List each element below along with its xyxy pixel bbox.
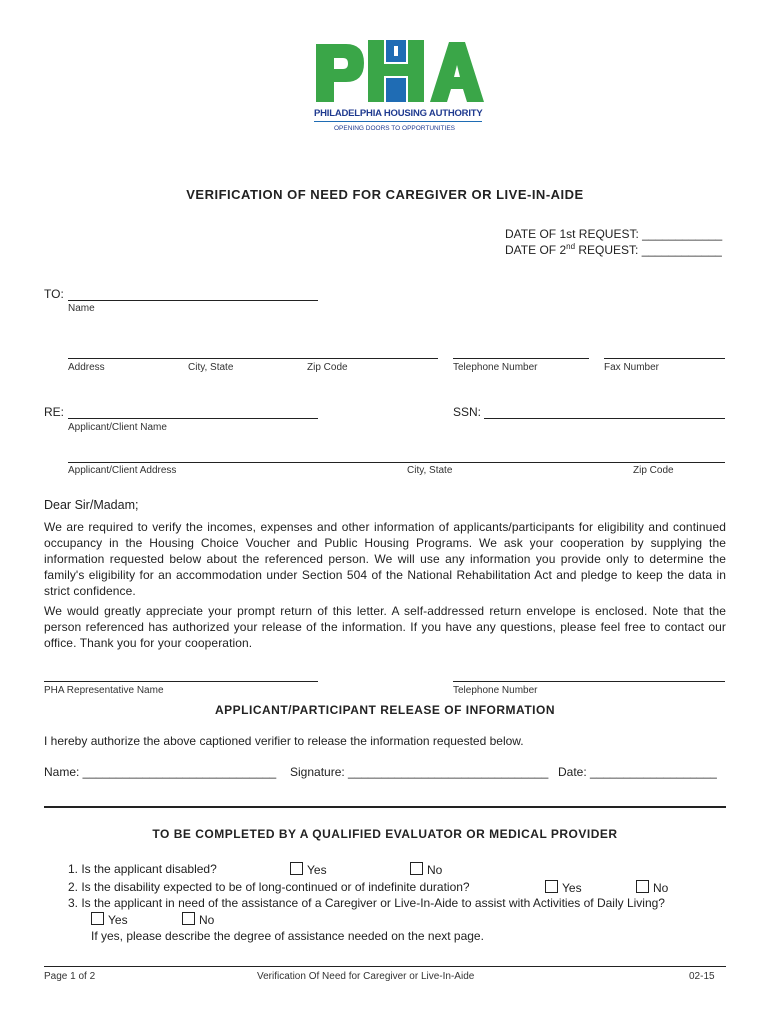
pha-logo-mark	[312, 38, 484, 104]
q1-no-label: No	[427, 863, 443, 877]
q3-followup: If yes, please describe the degree of assistance needed on the next page.	[91, 929, 484, 943]
q1-yes-checkbox[interactable]	[290, 862, 303, 875]
q2-yes-checkbox[interactable]	[545, 880, 558, 893]
org-name: PHILADELPHIA HOUSING AUTHORITY	[314, 108, 483, 119]
to-address-field[interactable]	[68, 358, 438, 359]
pha-rep-telephone-field[interactable]	[453, 681, 725, 682]
q3-no-checkbox[interactable]	[182, 912, 195, 925]
letter-paragraph-2: We would greatly appreciate your prompt return of this letter. A self-addressed return envelope is enclosed. Note that the person referenced has authorized your release of the information. If you have any questions, please feel free to contact our office. Thank you for your cooperation.	[44, 604, 726, 650]
re-client-name-label: Applicant/Client Name	[68, 422, 167, 433]
to-fax-field[interactable]	[604, 358, 725, 359]
ssn-field[interactable]	[484, 418, 725, 419]
date-second-request	[505, 242, 722, 257]
to-zip-label: Zip Code	[307, 362, 348, 373]
question-3: 3. Is the applicant in need of the assistance of a Caregiver or Live-In-Aide to assist with Activities of Daily Living?	[68, 896, 665, 910]
to-name-label: Name	[68, 303, 95, 314]
date-first-request: DATE OF 1st REQUEST: ____________	[505, 227, 723, 241]
footer-page-number: Page 1 of 2	[44, 971, 96, 982]
footer-version: 02-15	[689, 971, 715, 982]
org-tagline: OPENING DOORS TO OPPORTUNITIES	[334, 125, 455, 132]
to-label: TO:	[44, 287, 64, 301]
q1-no-option[interactable]	[410, 862, 442, 877]
q3-no-label: No	[199, 913, 215, 927]
pha-rep-name-field[interactable]	[44, 681, 318, 682]
release-statement: I hereby authorize the above captioned verifier to release the information requested below.	[44, 734, 524, 748]
release-heading: APPLICANT/PARTICIPANT RELEASE OF INFORMATION	[215, 703, 555, 717]
release-signature-field[interactable]: Signature: ______________________________	[290, 765, 549, 779]
q1-yes-option[interactable]	[290, 862, 327, 877]
date-second-sup: nd	[566, 242, 576, 251]
q2-no-label: No	[653, 881, 669, 895]
re-label: RE:	[44, 405, 65, 419]
pha-rep-name-label: PHA Representative Name	[44, 685, 164, 696]
date-second-prefix: DATE OF 2	[505, 243, 567, 257]
q3-no-option[interactable]	[182, 912, 214, 927]
release-date-field[interactable]: Date: ___________________	[558, 765, 717, 779]
re-client-address-field[interactable]	[68, 462, 725, 463]
question-1: 1. Is the applicant disabled?	[68, 862, 217, 876]
re-client-name-field[interactable]	[68, 418, 318, 419]
logo-divider	[314, 121, 482, 122]
letter-paragraph-1: We are required to verify the incomes, expenses and other information of applicants/participants for eligibility and continued occupancy in the Housing Choice Voucher and Public Housing Programs. We ask your cooperation by supplying the information requested below about the referenced person. We will use any information you provide only to determine the family's eligibility for an accommodation under Section 504 of the National Rehabilitation Act and pledge to keep the data in strict confidence.	[44, 520, 726, 598]
re-city-state-label: City, State	[407, 465, 453, 476]
re-zip-label: Zip Code	[633, 465, 674, 476]
q2-no-checkbox[interactable]	[636, 880, 649, 893]
question-2: 2. Is the disability expected to be of long-continued or of indefinite duration?	[68, 880, 470, 894]
q3-yes-label: Yes	[108, 913, 128, 927]
section-divider	[44, 806, 726, 808]
evaluator-heading: TO BE COMPLETED BY A QUALIFIED EVALUATOR OR MEDICAL PROVIDER	[152, 827, 618, 841]
ssn-label: SSN:	[453, 405, 482, 419]
q2-yes-label: Yes	[562, 881, 582, 895]
q3-yes-checkbox[interactable]	[91, 912, 104, 925]
q1-yes-label: Yes	[307, 863, 327, 877]
to-name-field[interactable]	[68, 300, 318, 301]
date-second-suffix: REQUEST: ____________	[575, 243, 722, 257]
to-telephone-label: Telephone Number	[453, 362, 538, 373]
footer-divider	[44, 966, 726, 967]
q1-no-checkbox[interactable]	[410, 862, 423, 875]
release-name-field[interactable]: Name: _____________________________	[44, 765, 277, 779]
salutation: Dear Sir/Madam;	[44, 498, 139, 512]
q2-yes-option[interactable]	[545, 880, 582, 895]
pha-logo	[312, 38, 484, 138]
to-city-state-label: City, State	[188, 362, 234, 373]
to-fax-label: Fax Number	[604, 362, 660, 373]
q3-yes-option[interactable]	[91, 912, 128, 927]
footer-doc-title: Verification Of Need for Caregiver or Live-In-Aide	[257, 971, 475, 982]
to-address-label: Address	[68, 362, 105, 373]
q2-no-option[interactable]	[636, 880, 668, 895]
re-client-address-label: Applicant/Client Address	[68, 465, 177, 476]
to-telephone-field[interactable]	[453, 358, 589, 359]
page-title: VERIFICATION OF NEED FOR CAREGIVER OR LIVE-IN-AIDE	[186, 187, 584, 202]
pha-rep-telephone-label: Telephone Number	[453, 685, 538, 696]
